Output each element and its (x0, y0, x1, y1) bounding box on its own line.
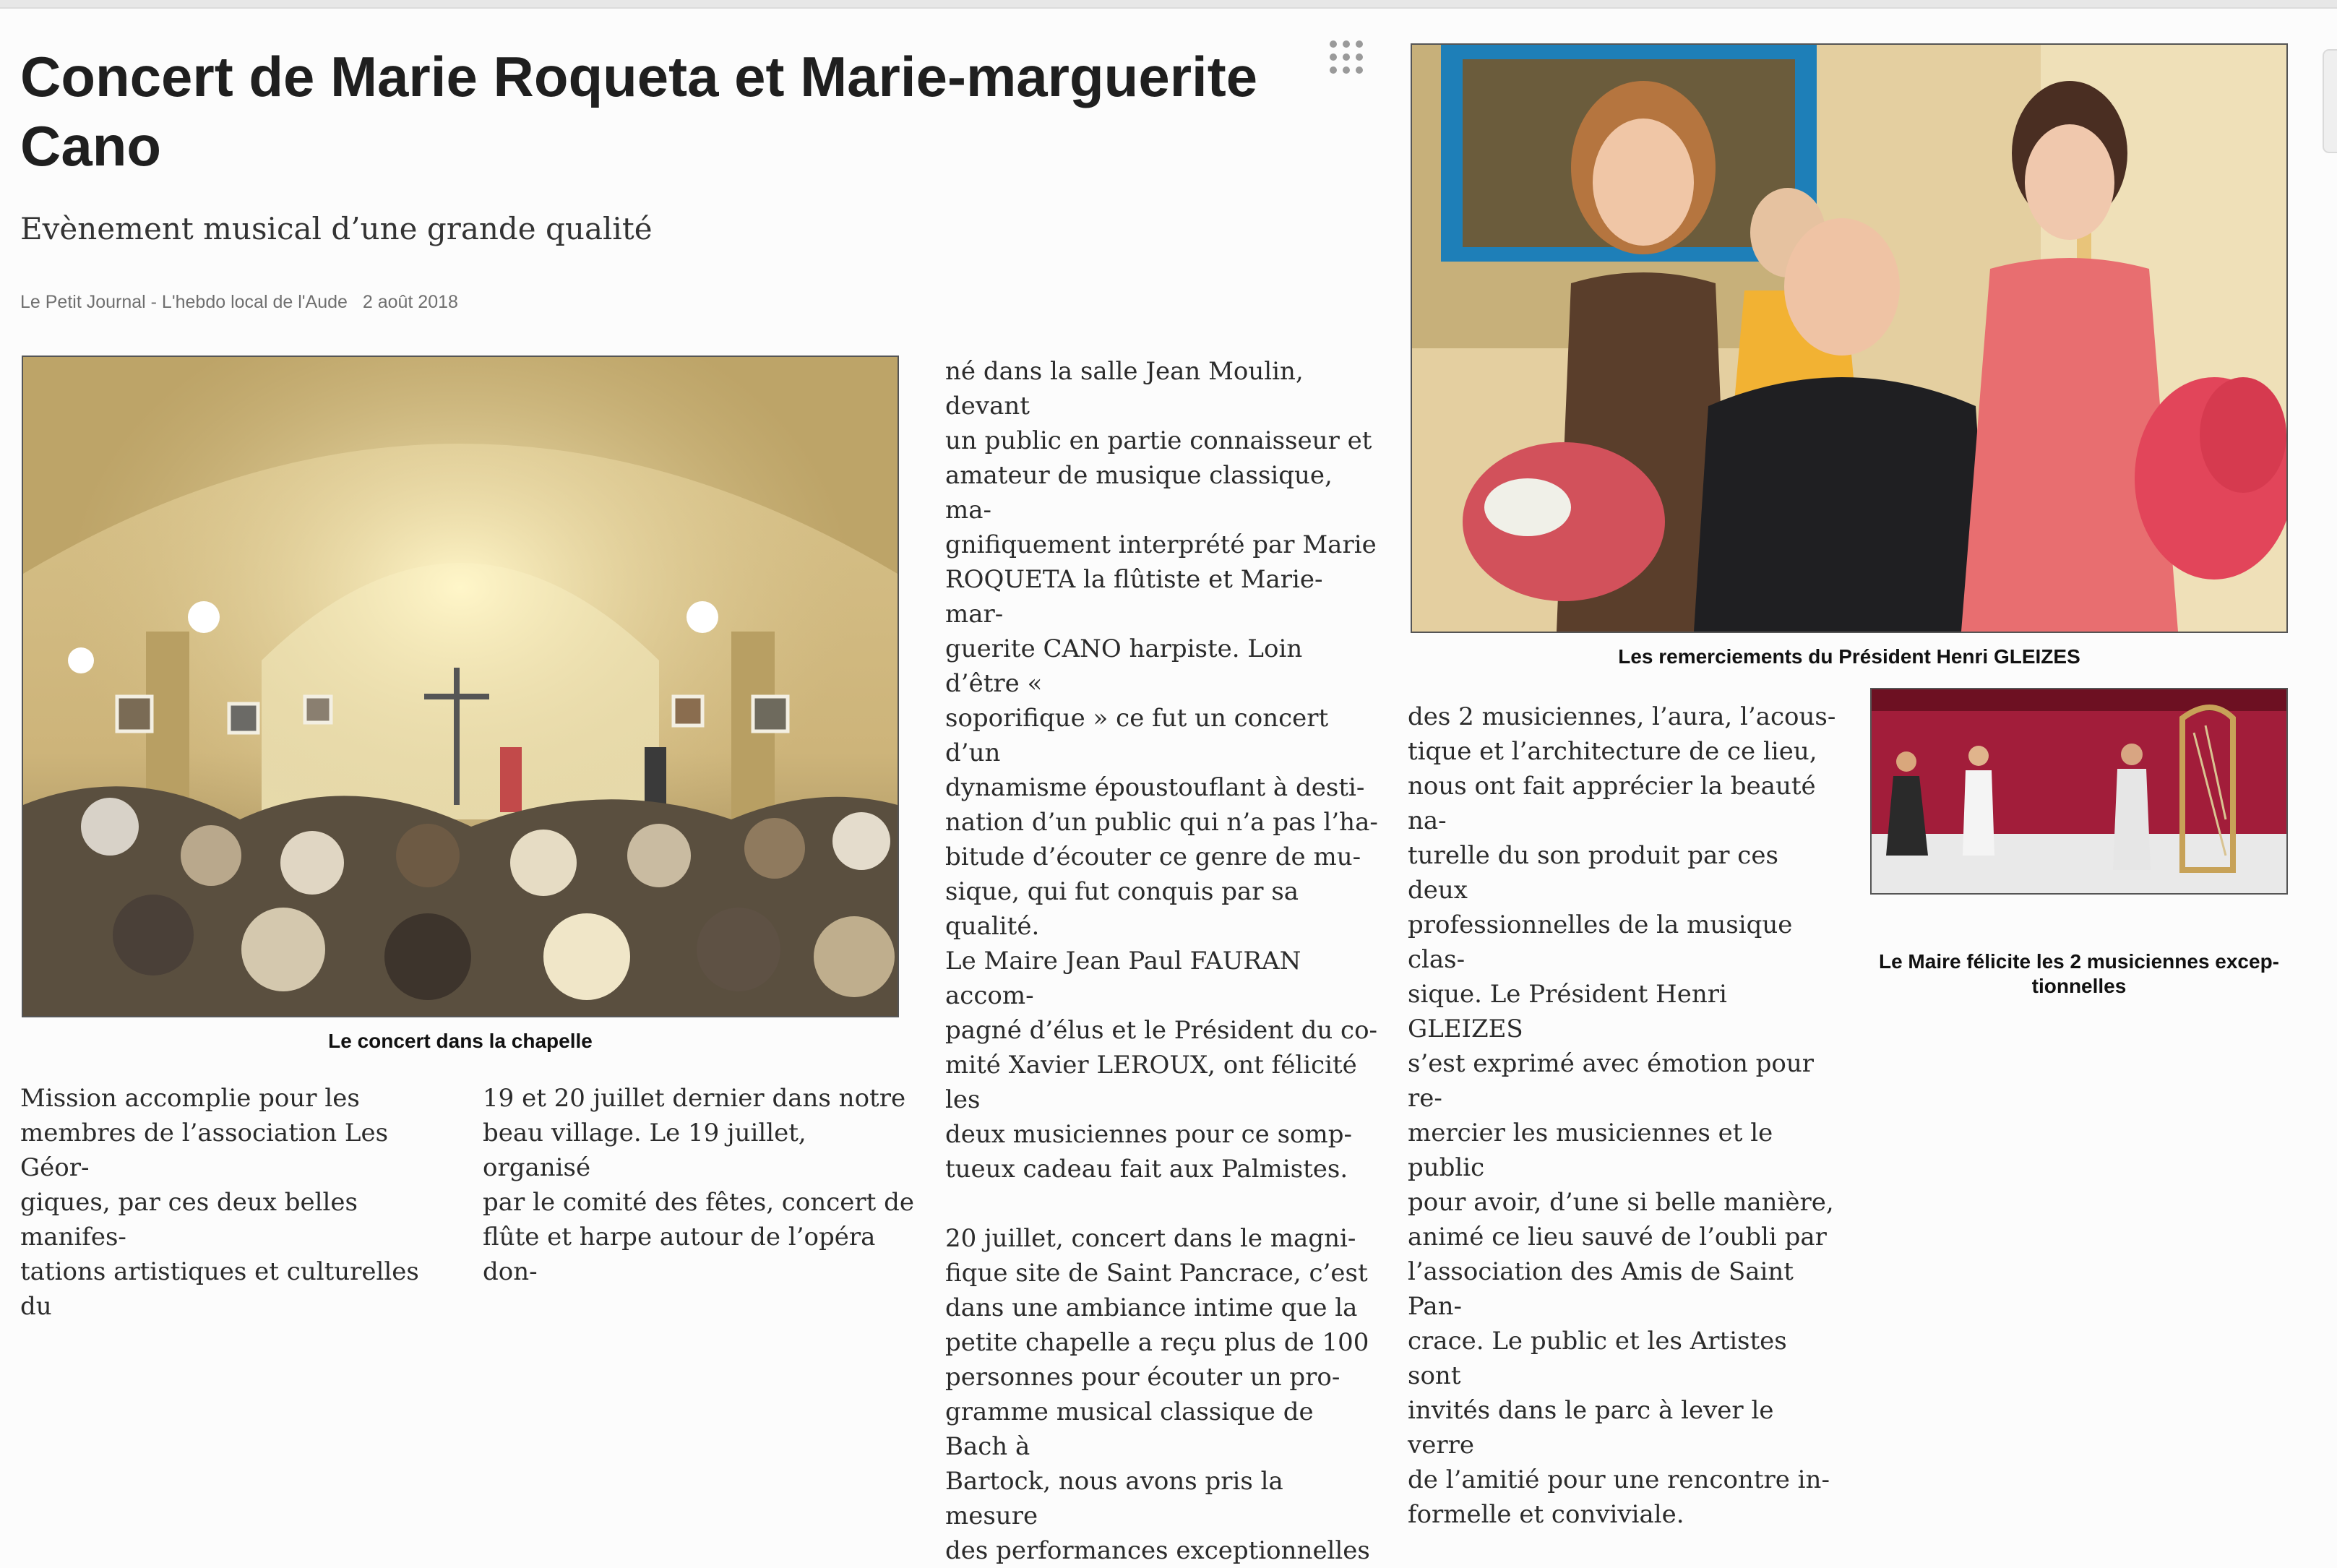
scrollbar-handle[interactable] (2323, 49, 2337, 153)
mayor-photo-caption: Le Maire félicite les 2 musiciennes excep- tionnelles (1878, 950, 2280, 997)
publish-date: 2 août 2018 (362, 292, 458, 312)
body-column-3: né dans la salle Jean Moulin, devant un public en partie connaisseur et amateur de musique classique, ma- gnifiquement interprété par Marie ROQUETA la flûtiste et Marie-mar- guerite CANO harpiste. Loin d’être « soporifique » ce fut un concert d’un dynamisme époustouflant à desti- nation d’un public qui n’a pas l’ha- bitude d’écouter ce genre de mu- sique, qui fut conquis par sa qualité. Le Maire Jean Paul FAURAN accom- pagné d’élus et le Président du co- mité Xavier LEROUX, ont félicité les deux musiciennes pour ce somp- tueux cadeau fait aux Palmistes. 20 juillet, concert dans le magni- fique site de Saint Pancrace, c’est dans une ambiance intime que la petite chapelle a reçu plus de 100 personnes pour écouter un pro- gramme musical classique de Bach à Bartock, nous avons pris la mesure des performances exceptionnelles (945, 357, 1378, 1565)
president-photo-caption: Les remerciements du Président Henri GLEIZES (1618, 645, 2080, 668)
top-border (0, 0, 2337, 9)
drag-handle-icon[interactable] (1330, 40, 1363, 74)
body-column-2: 19 et 20 juillet dernier dans notre beau village. Le 19 juillet, organisé par le comité des fêtes, concert de flûte et harpe autour de l’opéra don- (483, 1084, 914, 1286)
president-photo (1411, 43, 2288, 633)
article-title: Concert de Marie Roqueta et Marie-marguerite Cano (20, 45, 1258, 178)
source-name: Le Petit Journal - L'hebdo local de l'Aude (20, 292, 348, 312)
chapel-concert-photo (22, 356, 899, 1017)
article-subtitle: Evènement musical d’une grande qualité (20, 211, 653, 246)
body-column-4: des 2 musiciennes, l’aura, l’acous- tique et l’architecture de ce lieu, nous ont fait apprécier la beauté na- turelle du son produit par ces deux professionnelles de la musique clas- sique. Le Président Henri GLEIZES s’est exprimé avec émotion pour re- mercier les musiciennes et le public pour avoir, d’une si belle manière, animé ce lieu sauvé de l’oubli par l’association des Amis de Saint Pan- crace. Le public et les Artistes sont invités dans le parc à lever le verre de l’amitié pour une rencontre in- formelle et conviviale. (1408, 702, 1836, 1529)
mayor-photo (1870, 688, 2288, 895)
chapel-photo-caption: Le concert dans la chapelle (328, 1030, 593, 1052)
body-column-1: Mission accomplie pour les membres de l’association Les Géor- giques, par ces deux belles manifes- tations artistiques et culturelles du (20, 1084, 419, 1321)
article-meta (20, 292, 458, 313)
